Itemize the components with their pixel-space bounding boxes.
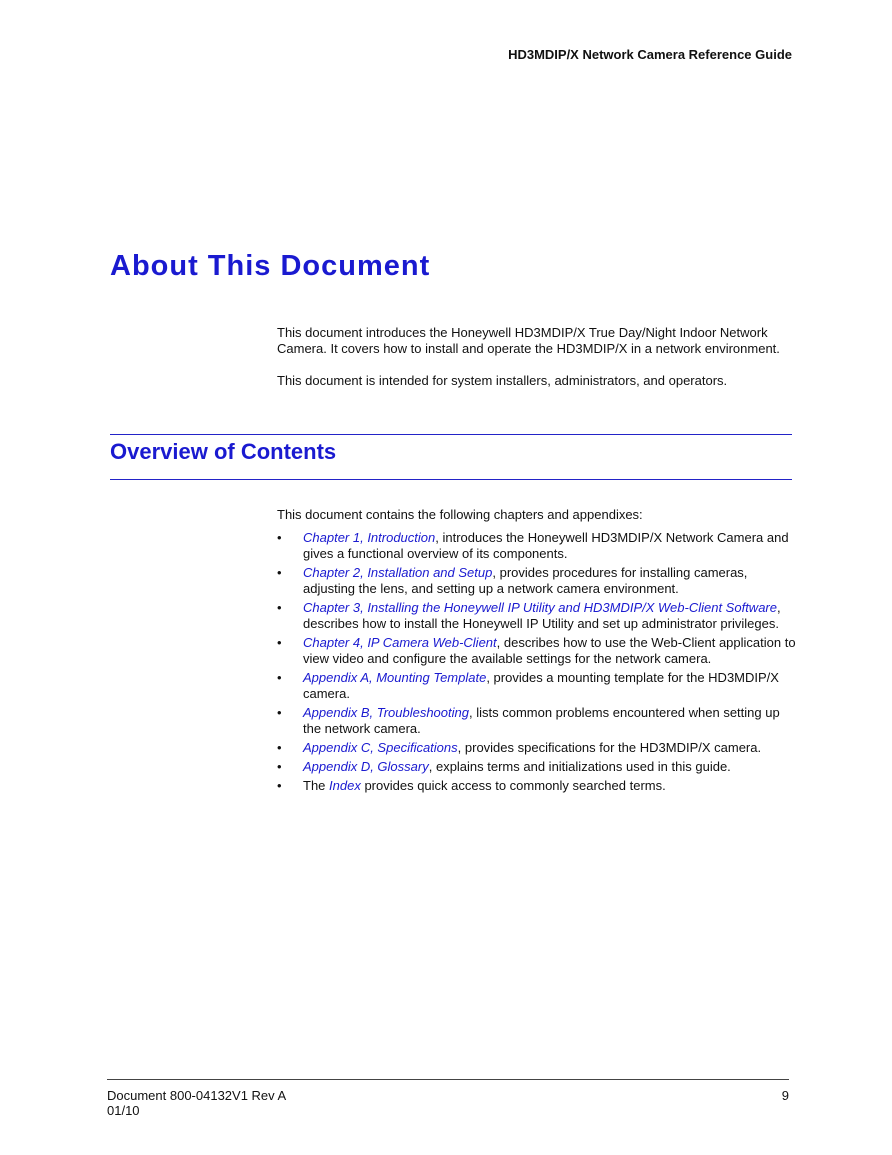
bullet-icon: •: [277, 740, 282, 755]
footer-rule: [107, 1079, 789, 1080]
appendix-c-link[interactable]: Appendix C, Specifications: [303, 740, 458, 755]
page-number: 9: [781, 1088, 789, 1103]
bullet-icon: •: [277, 530, 282, 545]
footer-document-info: [107, 1088, 286, 1118]
bullet-icon: •: [277, 705, 282, 720]
list-item: • Appendix C, Specifications, provides specifications for the HD3MDIP/X camera.: [277, 740, 762, 755]
list-item: • Appendix D, Glossary, explains terms and initializations used in this guide.: [277, 759, 731, 774]
chapter-4-link[interactable]: Chapter 4, IP Camera Web-Client: [303, 635, 497, 650]
bullet-icon: •: [277, 600, 282, 615]
index-link[interactable]: Index: [329, 778, 361, 793]
bullet-icon: •: [277, 778, 282, 793]
appendix-b-link[interactable]: Appendix B, Troubleshooting: [303, 705, 469, 720]
bullet-icon: •: [277, 565, 282, 580]
intro-paragraph: This document introduces the Honeywell HD3MDIP/X True Day/Night Indoor Network Camera. It covers how to install and operate the HD3MDIP/X in a network environment.: [277, 325, 780, 356]
chapter-3-link[interactable]: Chapter 3, Installing the Honeywell IP Utility and HD3MDIP/X Web-Client Software: [303, 600, 777, 615]
appendix-d-link[interactable]: Appendix D, Glossary: [303, 759, 429, 774]
bullet-icon: •: [277, 635, 282, 650]
appendix-a-link[interactable]: Appendix A, Mounting Template: [303, 670, 487, 685]
contents-lead: This document contains the following chapters and appendixes:: [277, 507, 643, 522]
list-item: • Chapter 3, Installing the Honeywell IP Utility and HD3MDIP/X Web-Client Software, describes how to install the Honeywell IP Utility and set up administrator privileges.: [277, 600, 781, 631]
section-heading: Overview of Contents: [110, 439, 337, 464]
list-item: • Chapter 1, Introduction, introduces the Honeywell HD3MDIP/X Network Camera and gives a functional overview of its components.: [277, 530, 789, 561]
section-rule-bottom: [110, 479, 792, 480]
document-number: Document 800-04132V1 Rev A: [107, 1088, 287, 1103]
list-item: • Chapter 4, IP Camera Web-Client, describes how to use the Web-Client application to view video and configure the available settings for the network camera.: [277, 635, 796, 666]
document-date: 01/10: [107, 1103, 140, 1118]
list-item: • Appendix A, Mounting Template, provides a mounting template for the HD3MDIP/X camera.: [277, 670, 779, 701]
running-header: HD3MDIP/X Network Camera Reference Guide: [508, 47, 792, 62]
chapter-1-link[interactable]: Chapter 1, Introduction: [303, 530, 436, 545]
audience-paragraph: This document is intended for system installers, administrators, and operators.: [277, 373, 728, 388]
list-item: • Appendix B, Troubleshooting, lists common problems encountered when setting up the network camera.: [277, 705, 780, 736]
bullet-icon: •: [277, 759, 282, 774]
list-item: • Chapter 2, Installation and Setup, provides procedures for installing cameras, adjusting the lens, and setting up a network camera environment.: [277, 565, 748, 596]
page-title: About This Document: [110, 250, 431, 282]
contents-section: [277, 507, 797, 797]
bullet-icon: •: [277, 670, 282, 685]
chapter-2-link[interactable]: Chapter 2, Installation and Setup: [303, 565, 493, 580]
list-item: • The Index provides quick access to commonly searched terms.: [277, 778, 666, 793]
section-rule-top: [110, 434, 792, 435]
contents-list: [277, 530, 797, 794]
about-section: [277, 325, 797, 405]
